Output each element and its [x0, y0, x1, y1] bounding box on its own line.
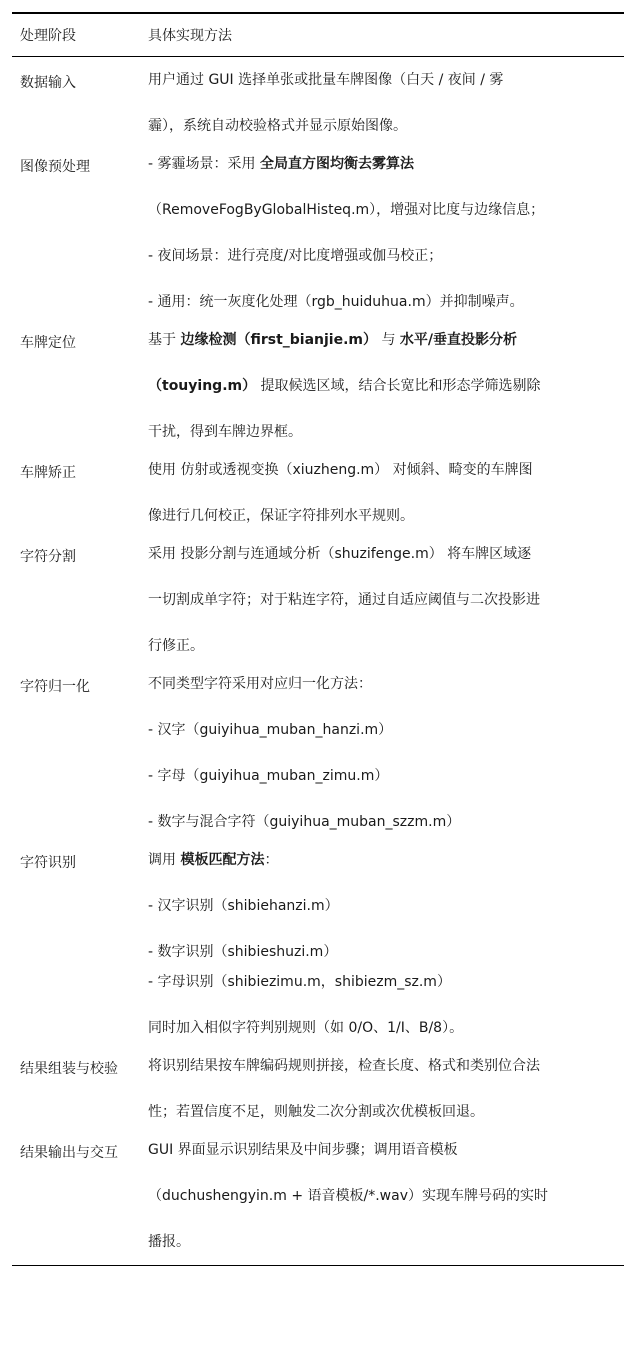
table-row [12, 1051, 624, 1135]
stage-cell: 结果输出与交互 [20, 1144, 118, 1161]
method-line: 基于 边缘检测（first_bianjie.m） 与 水平/垂直投影分析 [148, 331, 518, 348]
method-line: - 汉字识别（shibiehanzi.m） [148, 897, 339, 914]
method-line: （duchushengyin.m + 语音模板/*.wav）实现车牌号码的实时 [148, 1187, 548, 1204]
method-cell [148, 455, 624, 539]
method-line: 一切割成单字符；对于粘连字符，通过自适应阈值与二次投影进 [148, 591, 540, 608]
method-cell [148, 149, 624, 325]
method-line: 同时加入相似字符判别规则（如 0/O、1/I、B/8）。 [148, 1019, 464, 1036]
method-line: - 雾霾场景：采用 全局直方图均衡去雾算法 [148, 155, 414, 172]
method-cell [148, 1135, 624, 1265]
method-line: 使用 仿射或透视变换（xiuzheng.m） 对倾斜、畸变的车牌图 [148, 461, 533, 478]
method-cell [148, 325, 624, 455]
method-line: （RemoveFogByGlobalHisteq.m），增强对比度与边缘信息； [148, 201, 545, 218]
method-line: - 通用：统一灰度化处理（rgb_huiduhua.m）并抑制噪声。 [148, 293, 524, 310]
method-line: GUI 界面显示识别结果及中间步骤；调用语音模板 [148, 1141, 458, 1158]
method-cell [148, 65, 624, 149]
method-line: 用户通过 GUI 选择单张或批量车牌图像（白天 / 夜间 / 雾 [148, 71, 504, 88]
method-line: 像进行几何校正，保证字符排列水平规则。 [148, 507, 414, 524]
method-cell [148, 845, 624, 1051]
stage-cell: 字符分割 [20, 548, 76, 565]
method-cell [148, 1051, 624, 1135]
header-method: 具体实现方法 [148, 27, 232, 44]
method-line: 采用 投影分割与连通域分析（shuzifenge.m） 将车牌区域逐 [148, 545, 532, 562]
stage-cell: 字符识别 [20, 854, 76, 871]
stage-cell: 字符归一化 [20, 678, 90, 695]
method-line: - 字母识别（shibiezimu.m，shibiezm_sz.m） [148, 973, 451, 990]
header-stage: 处理阶段 [20, 27, 76, 44]
method-line: - 数字识别（shibieshuzi.m） [148, 943, 338, 960]
method-line: 行修正。 [148, 637, 204, 654]
method-line: - 夜间场景：进行亮度/对比度增强或伽马校正； [148, 247, 443, 264]
method-line: 性；若置信度不足，则触发二次分割或次优模板回退。 [148, 1103, 484, 1120]
stage-cell: 结果组装与校验 [20, 1060, 118, 1077]
method-cell [148, 539, 624, 669]
method-line: 调用 模板匹配方法： [148, 851, 279, 868]
stage-cell: 图像预处理 [20, 158, 90, 175]
method-line: 将识别结果按车牌编码规则拼接，检查长度、格式和类别位合法 [148, 1057, 540, 1074]
method-line: 霾），系统自动校验格式并显示原始图像。 [148, 117, 407, 134]
bottom-rule [12, 1265, 624, 1267]
table-header [12, 14, 624, 56]
method-table [12, 12, 624, 1266]
table-row [12, 669, 624, 845]
method-cell [148, 669, 624, 845]
table-row [12, 149, 624, 325]
method-line: （touying.m） 提取候选区域，结合长宽比和形态学筛选剔除 [148, 377, 541, 394]
method-line: 干扰，得到车牌边界框。 [148, 423, 302, 440]
table-row [12, 325, 624, 455]
table-row [12, 455, 624, 539]
table-row [12, 539, 624, 669]
method-line: - 汉字（guiyihua_muban_hanzi.m） [148, 721, 393, 738]
table-row [12, 845, 624, 1051]
method-line: 播报。 [148, 1233, 190, 1250]
table-row [12, 65, 624, 149]
table-row [12, 1135, 624, 1265]
method-line: - 数字与混合字符（guiyihua_muban_szzm.m） [148, 813, 461, 830]
stage-cell: 车牌定位 [20, 334, 76, 351]
method-line: - 字母（guiyihua_muban_zimu.m） [148, 767, 389, 784]
stage-cell: 车牌矫正 [20, 464, 76, 481]
method-line: 不同类型字符采用对应归一化方法： [148, 675, 372, 692]
stage-cell: 数据输入 [20, 74, 76, 91]
